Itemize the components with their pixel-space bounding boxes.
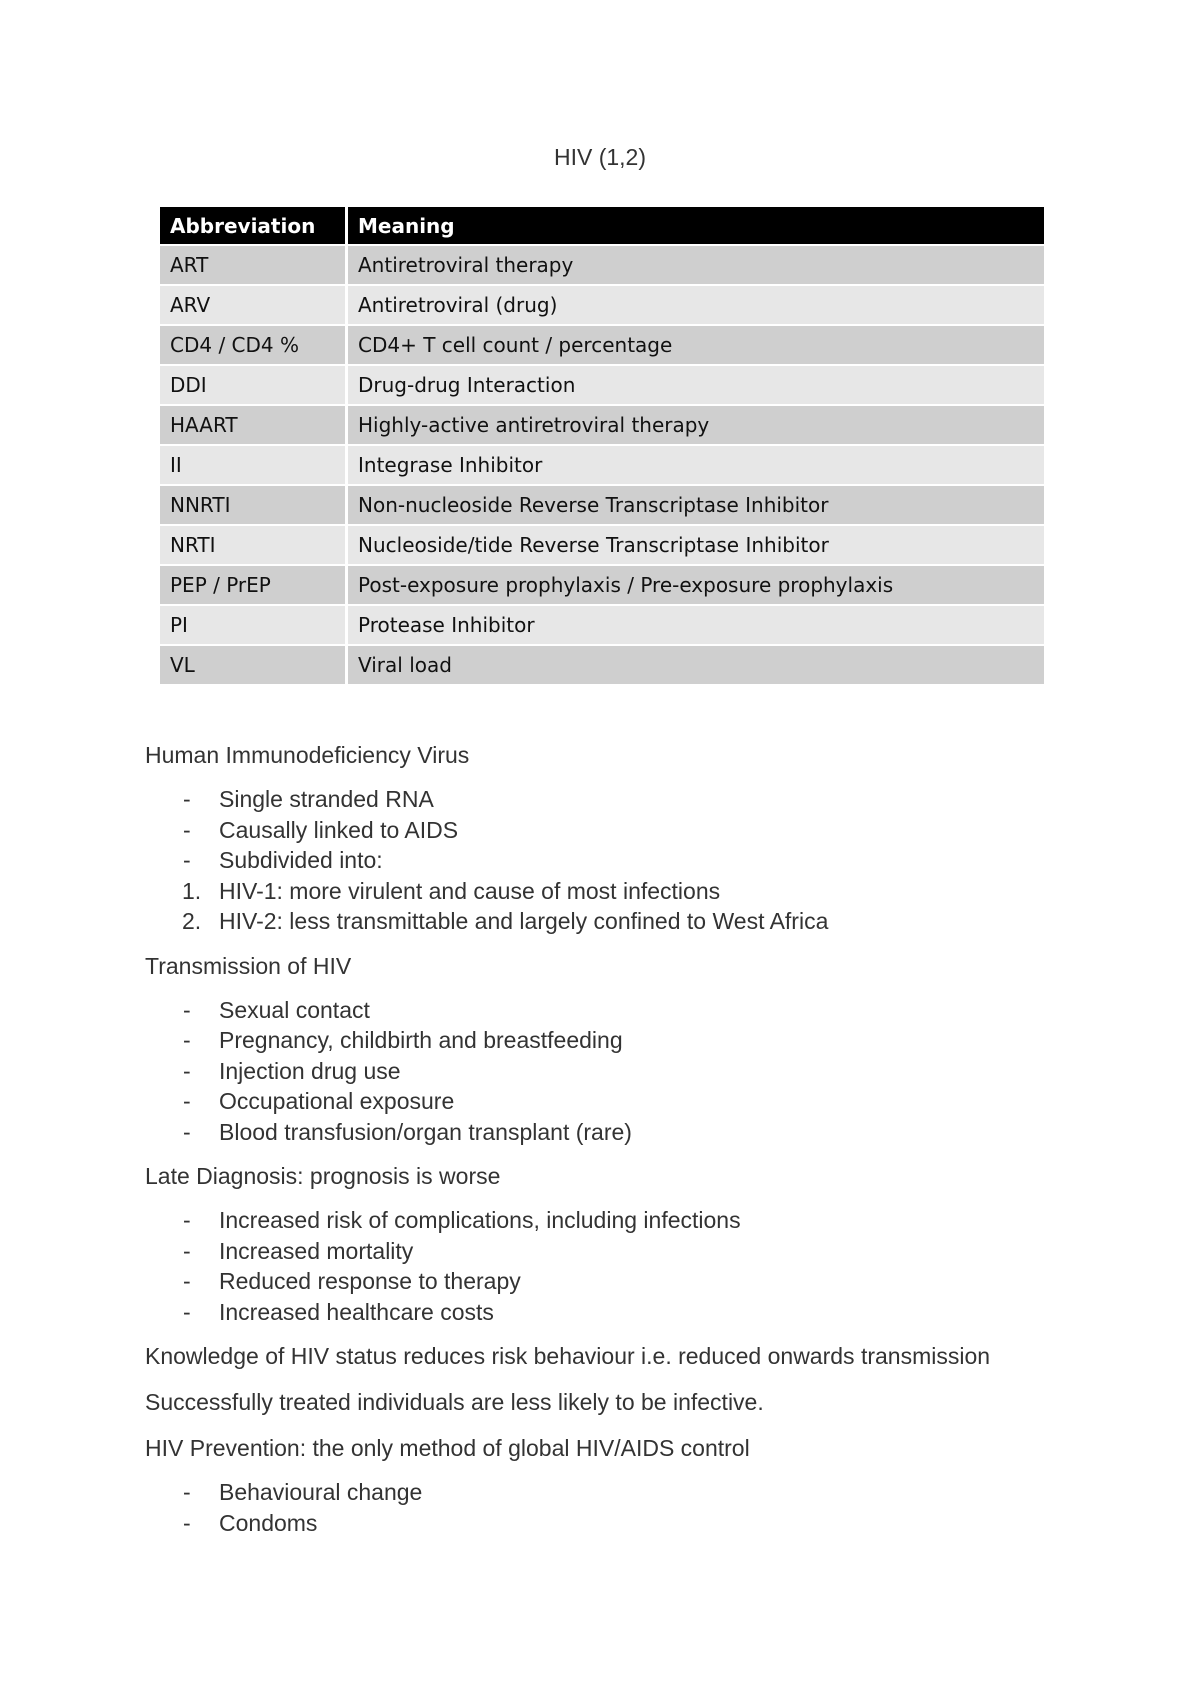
list-item: - Single stranded RNA [145,784,1105,815]
list-item: - Causally linked to AIDS [145,815,1105,846]
list-item: 2. HIV-2: less transmittable and largely confined to West Africa [145,906,1105,937]
abbreviation-cell: DDI [160,365,347,405]
abbreviation-cell: CD4 / CD4 % [160,325,347,365]
dash-marker: - [183,1298,191,1325]
section-heading-prevention: HIV Prevention: the only method of global HIV/AIDS control [145,1435,750,1461]
table-row [160,365,1044,405]
list-item: - Condoms [145,1508,1105,1539]
abbreviation-cell: ART [160,245,347,285]
paragraph-treated-individuals: Successfully treated individuals are less likely to be infective. [145,1389,764,1415]
abbreviation-cell: ARV [160,285,347,325]
column-header-abbreviation: Abbreviation [160,207,347,245]
list-item: - Blood transfusion/organ transplant (rare) [145,1117,1105,1148]
table-row [160,565,1044,605]
dash-marker: - [183,1509,191,1536]
meaning-cell: Non-nucleoside Reverse Transcriptase Inhibitor [347,485,1045,525]
abbreviation-cell: HAART [160,405,347,445]
hiv-numbered-list [145,876,1105,937]
number-marker: 1. [182,877,202,904]
table-row [160,485,1044,525]
meaning-cell: Nucleoside/tide Reverse Transcriptase Inhibitor [347,525,1045,565]
dash-marker: - [183,1027,191,1053]
meaning-cell: Antiretroviral (drug) [347,285,1045,325]
hiv-bullet-list [145,784,1105,876]
list-item: - Behavioural change [145,1477,1105,1508]
section-heading-hiv: Human Immunodeficiency Virus [145,742,470,768]
column-header-meaning: Meaning [347,207,1045,245]
table-row [160,285,1044,325]
abbreviation-cell: NNRTI [160,485,347,525]
list-item: - Increased risk of complications, including infections [145,1205,1105,1236]
section-heading-late-diagnosis: Late Diagnosis: prognosis is worse [145,1163,501,1189]
dash-marker: - [183,847,191,873]
list-item: - Sexual contact [145,995,1105,1026]
abbreviation-cell: PEP / PrEP [160,565,347,605]
abbreviation-cell: II [160,445,347,485]
list-item: - Increased healthcare costs [145,1297,1105,1328]
abbreviation-cell: PI [160,605,347,645]
section-heading-transmission: Transmission of HIV [145,952,352,979]
dash-marker: - [183,1207,191,1233]
list-item: - Subdivided into: [145,845,1105,876]
table-row [160,605,1044,645]
meaning-cell: Protease Inhibitor [347,605,1045,645]
list-item: - Pregnancy, childbirth and breastfeeding [145,1025,1105,1056]
meaning-cell: Integrase Inhibitor [347,445,1045,485]
dash-marker: - [183,816,191,843]
document-body [145,740,1105,1552]
dash-marker: - [183,996,191,1023]
late-diagnosis-bullet-list [145,1205,1105,1327]
abbreviation-cell: VL [160,645,347,684]
dash-marker: - [183,1237,191,1264]
list-item: 1. HIV-1: more virulent and cause of most infections [145,876,1105,907]
abbreviation-table [160,207,1044,684]
table-row [160,405,1044,445]
list-item: - Occupational exposure [145,1086,1105,1117]
meaning-cell: Viral load [347,645,1045,684]
meaning-cell: Drug-drug Interaction [347,365,1045,405]
abbreviation-cell: NRTI [160,525,347,565]
table-row [160,645,1044,684]
list-item: - Increased mortality [145,1236,1105,1267]
dash-marker: - [183,1118,191,1145]
table-row [160,445,1044,485]
dash-marker: - [183,786,191,812]
dash-marker: - [183,1057,191,1084]
prevention-bullet-list [145,1477,1105,1538]
table-row [160,245,1044,285]
table-row [160,325,1044,365]
meaning-cell: Antiretroviral therapy [347,245,1045,285]
meaning-cell: Post-exposure prophylaxis / Pre-exposure prophylaxis [347,565,1045,605]
dash-marker: - [183,1268,191,1294]
transmission-bullet-list [145,995,1105,1148]
meaning-cell: Highly-active antiretroviral therapy [347,405,1045,445]
list-item: - Injection drug use [145,1056,1105,1087]
dash-marker: - [183,1479,191,1505]
meaning-cell: CD4+ T cell count / percentage [347,325,1045,365]
dash-marker: - [183,1088,191,1114]
number-marker: 2. [182,908,202,934]
list-item: - Reduced response to therapy [145,1266,1105,1297]
table-header-row [160,207,1044,245]
paragraph-knowledge-status: Knowledge of HIV status reduces risk behaviour i.e. reduced onwards transmission [145,1343,991,1369]
page-title: HIV (1,2) [553,144,647,170]
table-row [160,525,1044,565]
